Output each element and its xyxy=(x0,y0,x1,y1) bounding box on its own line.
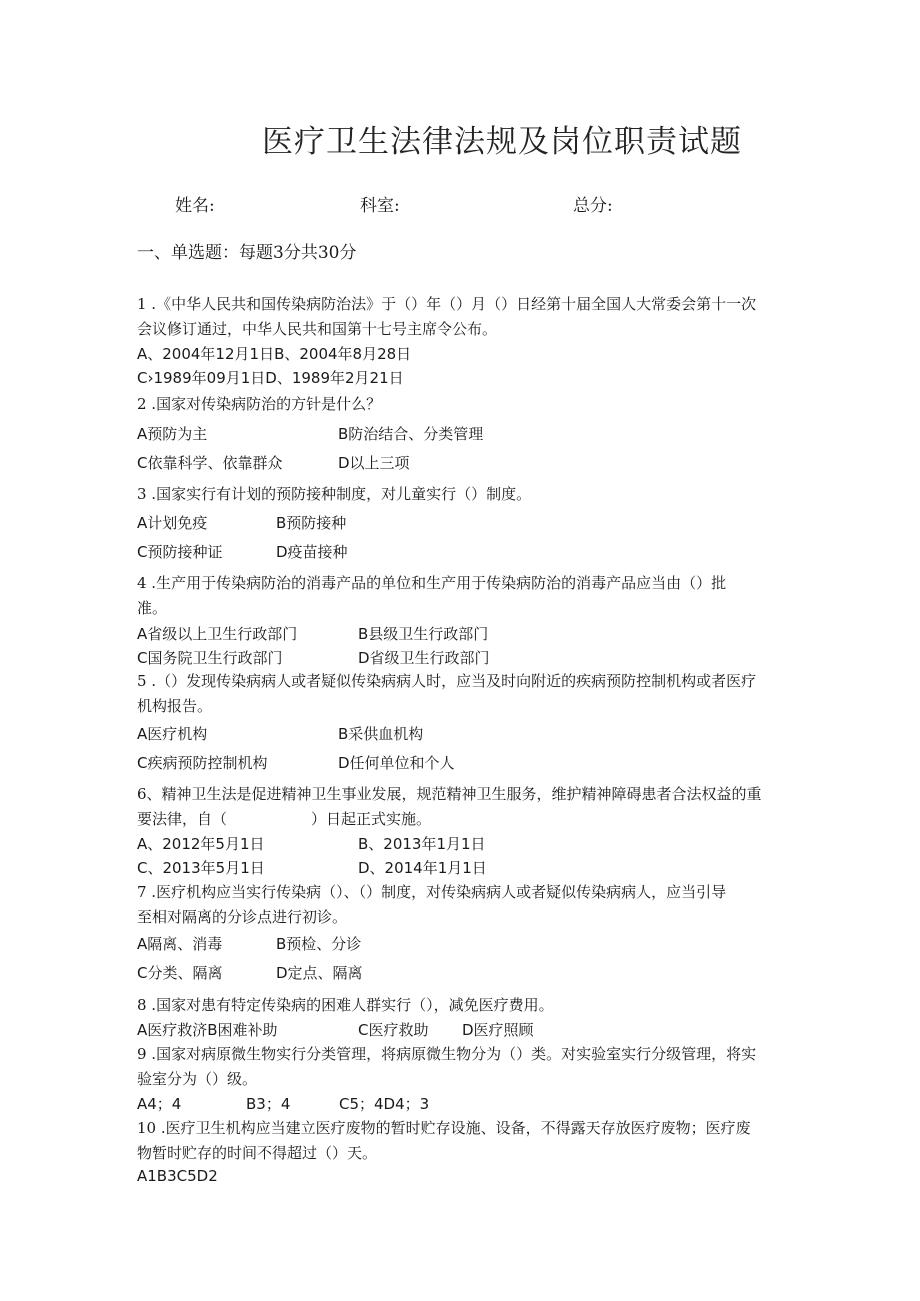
question-9-option-a: A4；4 xyxy=(137,1095,182,1113)
question-2-option-a: A预防为主 xyxy=(137,425,208,443)
score-label: 总分: xyxy=(573,196,613,216)
question-8-option-c: C医疗救助 xyxy=(358,1021,429,1039)
question-8-option-d: D医疗照顾 xyxy=(462,1021,534,1039)
question-1-line-2: 会议修订通过，中华人民共和国第十七号主席令公布。 xyxy=(137,320,498,338)
question-7-option-b: B预检、分诊 xyxy=(276,935,362,953)
question-4-option-c: C国务院卫生行政部门 xyxy=(137,649,283,667)
question-1-options-ab: A、2004年12月1日B、2004年8月28日 xyxy=(137,345,412,363)
question-2-option-b: B防治结合、分类管理 xyxy=(338,425,484,443)
question-6-option-b: B、2013年1月1日 xyxy=(358,835,486,853)
question-6-option-a: A、2012年5月1日 xyxy=(137,835,265,853)
question-9-option-b: B3；4 xyxy=(246,1095,291,1113)
question-4-option-d: D省级卫生行政部门 xyxy=(358,649,490,667)
question-8-option-ab: A医疗救济B困难补助 xyxy=(137,1021,278,1039)
question-5-option-c: C疾病预防控制机构 xyxy=(137,754,268,772)
question-6-option-d: D、2014年1月1日 xyxy=(358,859,487,877)
question-2-option-d: D以上三项 xyxy=(338,454,410,472)
question-4-option-b: B县级卫生行政部门 xyxy=(358,625,489,643)
question-6-line-2b: ）日起正式实施。 xyxy=(311,810,432,828)
question-7-line-1: 7 .医疗机构应当实行传染病（）、（）制度，对传染病病人或者疑似传染病病人，应当引导 xyxy=(137,883,727,901)
section-heading: 一、单选题：每题3分共30分 xyxy=(137,243,357,263)
question-5-option-b: B采供血机构 xyxy=(338,725,424,743)
question-10-line-2: 物暂时贮存的时间不得超过（）天。 xyxy=(137,1144,378,1162)
question-10-line-1: 10 .医疗卫生机构应当建立医疗废物的暂时贮存设施、设备，不得露天存放医疗废物；医疗废 xyxy=(137,1119,751,1137)
question-7-option-a: A隔离、消毒 xyxy=(137,935,223,953)
page-title: 医疗卫生法律法规及岗位职责试题 xyxy=(262,124,742,160)
question-3-option-a: A计划免疫 xyxy=(137,514,208,532)
question-6-line-1: 6、精神卫生法是促进精神卫生事业发展，规范精神卫生服务，维护精神障碍患者合法权益的重 xyxy=(137,785,762,803)
question-5-line-2: 机构报告。 xyxy=(137,697,213,715)
question-9-line-2: 验室分为（）级。 xyxy=(137,1070,258,1088)
question-4-option-a: A省级以上卫生行政部门 xyxy=(137,625,298,643)
question-4-line-1: 4 .生产用于传染病防治的消毒产品的单位和生产用于传染病防治的消毒产品应当由（）批 xyxy=(137,574,727,592)
question-7-option-c: C分类、隔离 xyxy=(137,964,223,982)
question-1-options-cd: C›1989年09月1日D、1989年2月21日 xyxy=(137,369,404,387)
question-1-line-1: 1 .《中华人民共和国传染病防治法》于（）年（）月（）日经第十届全国人大常委会第十一次 xyxy=(137,295,757,313)
question-7-option-d: D定点、隔离 xyxy=(276,964,363,982)
question-8-line-1: 8 .国家对患有特定传染病的困难人群实行（），减免医疗费用。 xyxy=(137,996,554,1014)
question-9-line-1: 9 .国家对病原微生物实行分类管理，将病原微生物分为（）类。对实验室实行分级管理，将实 xyxy=(137,1045,757,1063)
question-3-option-c: C预防接种证 xyxy=(137,543,223,561)
question-5-option-a: A医疗机构 xyxy=(137,725,208,743)
question-2-line-1: 2 .国家对传染病防治的方针是什么？ xyxy=(137,395,382,413)
question-9-option-cd: C5；4D4；3 xyxy=(339,1095,430,1113)
question-6-line-2a: 要法律，自（ xyxy=(137,810,228,828)
question-7-line-2: 至相对隔离的分诊点进行初诊。 xyxy=(137,908,348,926)
question-2-option-c: C依靠科学、依靠群众 xyxy=(137,454,283,472)
question-3-option-d: D疫苗接种 xyxy=(276,543,348,561)
question-4-line-2: 准。 xyxy=(137,599,168,617)
question-5-option-d: D任何单位和个人 xyxy=(338,754,455,772)
question-10-options: A1B3C5D2 xyxy=(137,1167,218,1185)
dept-label: 科室: xyxy=(360,196,400,216)
question-3-option-b: B预防接种 xyxy=(276,514,347,532)
question-5-line-1: 5 .（）发现传染病病人或者疑似传染病病人时，应当及时向附近的疾病预防控制机构或者医疗 xyxy=(137,672,757,690)
name-label: 姓名: xyxy=(175,196,215,216)
question-3-line-1: 3 .国家实行有计划的预防接种制度，对儿童实行（）制度。 xyxy=(137,485,532,503)
question-6-option-c: C、2013年5月1日 xyxy=(137,859,265,877)
